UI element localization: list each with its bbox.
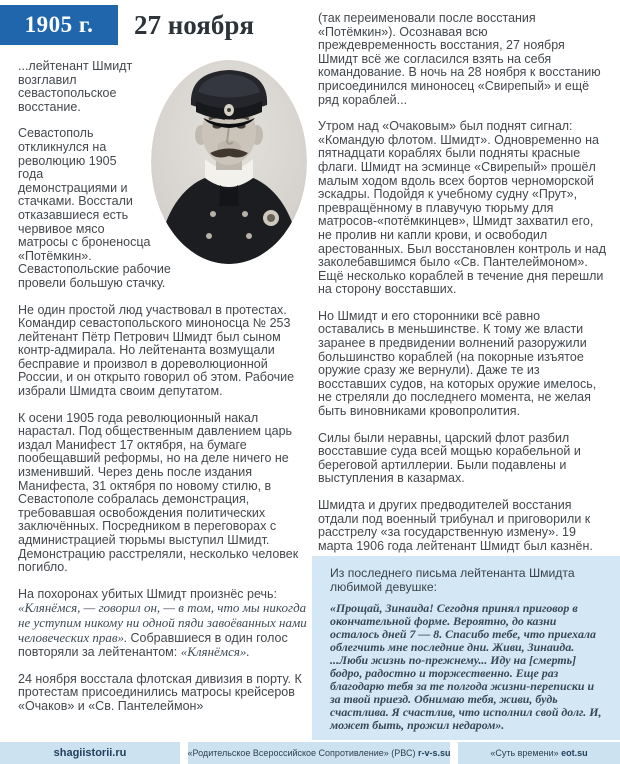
paragraph: (так переименовали после восстания «Потёмкин»). Осознавая всю преждевременность восстания, 27 ноября Шмидт всё же согласился взять на себя командование. В ночь на 28 ноября к восстанию присоединился миноносец «Свирепый» и ещё ряд кораблей... [318,11,601,107]
paragraph: Силы были неравны, царский флот разбил восставшие суда всей мощью корабельной и береговой артиллерии. Были подавлены и выступления в казармах. [318,430,581,486]
year-badge-label: 1905 г. [24,12,94,37]
footer-org-label: «Родительское Всероссийское Сопротивление» (РВС) [187,748,416,758]
speech-quote: «Клянёмся, — говорил он, — в том, что мы никогда не уступим никому ни одной пяди завоёванных нами человеческих прав». [18,600,307,645]
paragraph: Шмидта и других предводителей восстания отдали под военный трибунал и приговорили к расстрелу «за государственную измену». 19 марта 1906 года лейтенант Шмидт был казнён. [318,498,593,553]
letter-intro: Из последнего письма лейтенанта Шмидта любимой девушке: [330,566,575,594]
schmidt-portrait-illustration [151,60,307,264]
right-column [318,12,608,566]
footer-domain: shagiistorii.ru [53,747,127,759]
paragraph: Севастополь откликнулся на революцию 1905 года демонстрациями и стачками. Восстали отказавшиеся есть червивое мясо матросы с броненосца «Потёмкин». Севастопольские рабочие провели большую стачку. [18,126,171,290]
date-label: 27 ноября [134,9,255,40]
footer-domain: r-v-s.su [417,748,451,758]
footer-link-eot[interactable] [458,742,620,764]
footer-link-rvs[interactable] [188,742,450,764]
speech-outro: Собравшиеся в один голос повторяли за лейтенантом: [18,630,288,660]
portrait-photo [151,60,307,264]
left-column [18,60,307,727]
paragraph: К осени 1905 года революционный накал нарастал. Под общественным давлением царь издал Манифест 17 октября, на бумаге пообещавший реформы, но на деле ничего не изменивший. Через день после издания Манифеста, 31 октября по новому стилю, в Севастополе собралась демонстрация, требовавшая освобождения политических заключённых. Посредником в переговорах с администрацией тюрьмы выступил Шмидт. Демонстрацию расстреляли, несколько человек погибло. [18,410,299,575]
footer-link-shagiistorii[interactable] [0,742,180,764]
page-title-date [134,5,254,45]
letter-quote-box [312,556,620,740]
letter-text: «Прощай, Зинаида! Сегодня принял приговор в окончательной форме. Вероятно, до казни осталось дней 7 — 8. Спасибо тебе, что приехала облегчить мне последние дни. Живи, Зинаида. ...Люби жизнь по-прежнему... Иду на [смерть] бодро, радостно и торжественно. Еще раз благодарю тебя за те полгода жизни-переписки и за твой приезд. Обнимаю тебя, живи, будь счастлива. Я счастлив, что исполнил свой долг. И, может быть, прожил недаром». [330,600,602,733]
speech-quote-2: «Клянёмся». [180,644,250,660]
speech-intro: На похоронах убитых Шмидт произнёс речь: [18,586,278,601]
footer-domain: eot.su [561,748,588,758]
paragraph: Утром над «Очаковым» был поднят сигнал: «Командую флотом. Шмидт». Одновременно на пятнадцати кораблях были подняты красные флаги. Шмидт на эсминце «Свирепый» прошёл малым ходом вдоль всех бортов черноморской эскадры. Подойдя к учебному судну «Прут», превращённому в плавучую тюрьму для матросов-«потёмкинцев», Шмидт захватил его, не пролив ни капли крови, и освободил арестованных. Был восстановлен контроль и над заколебавшимся было «Св. Пантелеймоном». Ещё несколько кораблей в течение дня перешли на сторону восставших. [318,119,607,297]
paragraph-with-quote [18,588,307,660]
footer-org-label: «Суть времени» [490,748,559,758]
paragraph: ...лейтенант Шмидт возглавил севастопольское восстание. [18,59,133,114]
paragraph: Но Шмидт и его сторонники всё равно оставались в меньшинстве. К тому же власти заранее в предвидении волнений разоружили большинство кораблей (на покорные изъятое оружие сразу же вернули). Даже те из восставших судов, на которых оружие имелось, не стреляли до последнего момента, не желая быть виновниками кровопролития. [318,308,597,419]
year-badge [0,5,118,45]
paragraph: Не один простой люд участвовал в протестах. Командир севастопольского миноносца № 253 лейтенант Пётр Петрович Шмидт был сыном контр-адмирала. Но лейтенанта возмущали бесправие и произвол в дореволюционной России, и он открыто говорил об этом. Рабочие избрали Шмидта своим депутатом. [18,302,295,399]
paragraph: 24 ноября восстала флотская дивизия в порту. К протестам присоединились матросы крейсеров «Очаков» и «Св. Пантелеймон» [18,671,302,713]
